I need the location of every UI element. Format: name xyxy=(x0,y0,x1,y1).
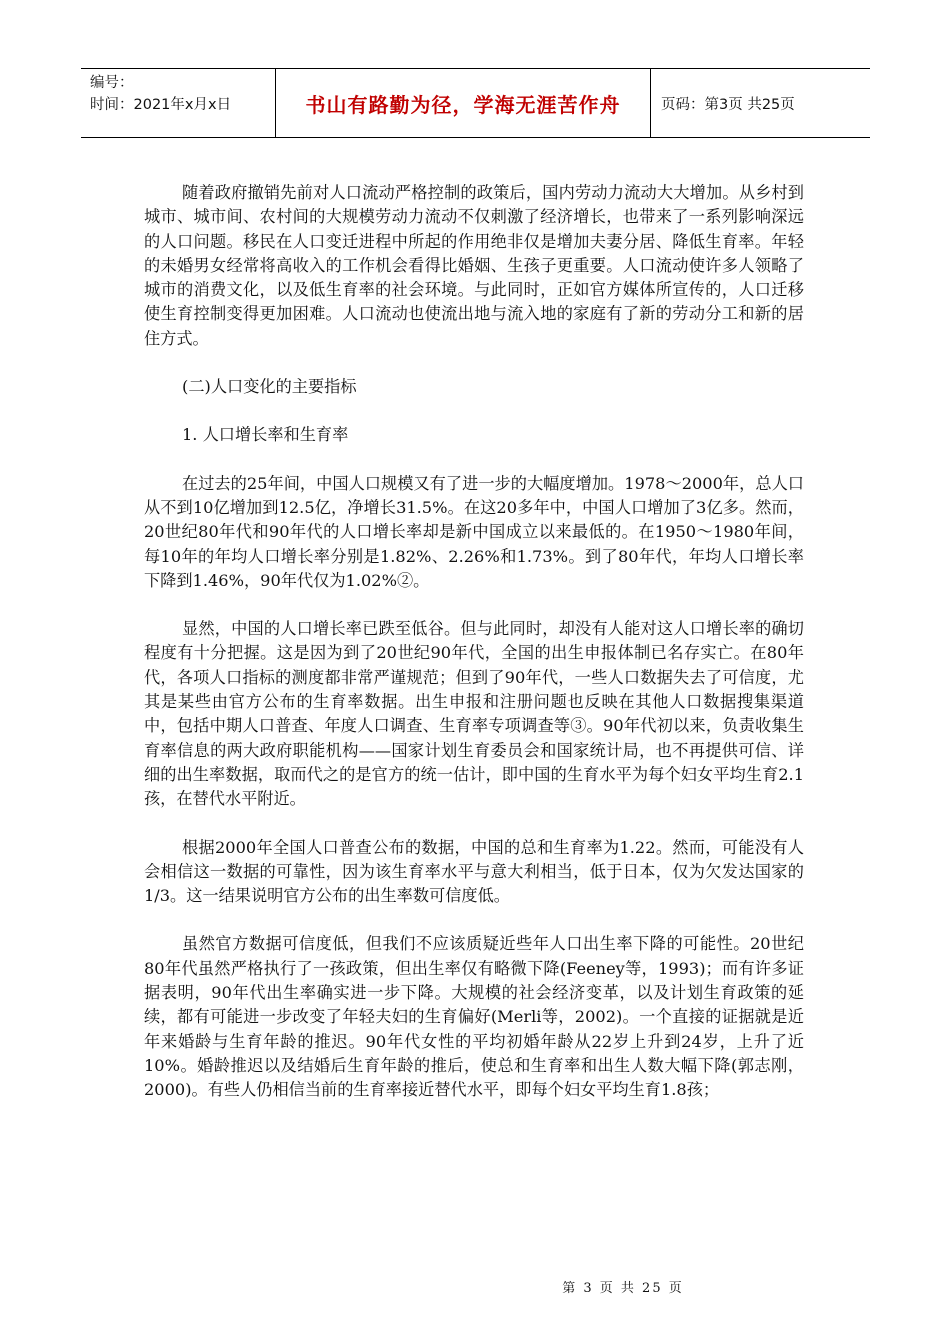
document-date-label: 时间：2021年x月x日 xyxy=(90,97,232,113)
paragraph-migration: 随着政府撤销先前对人口流动严格控制的政策后，国内劳动力流动大大增加。从乡村到城市、城市间、农村间的大规模劳动力流动不仅刺激了经济增长，也带来了一系列影响深远的人口问题。移民在人口变迁进程中所起的作用绝非仅是增加夫妻分居、降低生育率。年轻的未婚男女经常将高收入的工作机会看得比婚姻、生孩子更重要。人口流动使许多人领略了城市的消费文化，以及低生育率的社会环境。与此同时，正如官方媒体所宣传的，人口迁移使生育控制变得更加困难。人口流动也使流出地与流入地的家庭有了新的劳动分工和新的居住方式。 xyxy=(144,183,804,348)
subsection-heading: 1. 人口增长率和生育率 xyxy=(182,425,349,445)
document-body xyxy=(144,181,804,1103)
paragraph-growth: 在过去的25年间，中国人口规模又有了进一步的大幅度增加。1978～2000年，总人口从不到10亿增加到12.5亿，净增长31.5%。在这20多年中，中国人口增加了3亿多。然而，20世纪80年代和90年代的人口增长率却是新中国成立以来最低的。在1950～1980年间，每10年的年均人口增长率分别是1.82%、2.26%和1.73%。到了80年代，年均人口增长率下降到1.46%，90年代仅为1.02%②。 xyxy=(144,473,804,590)
paragraph-data-reliability: 显然，中国的人口增长率已跌至低谷。但与此同时，却没有人能对这人口增长率的确切程度有十分把握。这是因为到了20世纪90年代，全国的出生申报体制已名存实亡。在80年代，各项人口指标的测度都非常严谨规范；但到了90年代，一些人口数据失去了可信度，尤其是某些由官方公布的生育率数据。出生申报和注册问题也反映在其他人口数据搜集渠道中，包括中期人口普查、年度人口调查、生育率专项调查等③。90年代初以来，负责收集生育率信息的两大政府职能机构——国家计划生育委员会和国家统计局，也不再提供可信、详细的出生率数据，取而代之的是官方的统一估计，即中国的生育水平为每个妇女平均生育2.1孩，在替代水平附近。 xyxy=(144,619,804,809)
header-meta xyxy=(81,69,276,137)
page-footer xyxy=(0,1277,950,1296)
document-number-label: 编号： xyxy=(90,75,134,91)
page-header xyxy=(81,68,870,138)
footer-page-number: 第 3 页 共 25 页 xyxy=(562,1281,684,1296)
header-page-label: 页码：第3页 共25页 xyxy=(661,96,795,113)
section-heading: (二)人口变化的主要指标 xyxy=(182,377,357,397)
paragraph-decline: 虽然官方数据可信度低，但我们不应该质疑近些年人口出生率下降的可能性。20世纪80年代虽然严格执行了一孩政策，但出生率仅有略微下降(Feeney等，1993)；而有许多证据表明，90年代出生率确实进一步下降。大规模的社会经济变革，以及计划生育政策的延续，都有可能进一步改变了年轻夫妇的生育偏好(Merli等，2002)。一个直接的证据就是近年来婚龄与生育年龄的推迟。90年代女性的平均初婚年龄从22岁上升到24岁，上升了近10%。婚龄推迟以及结婚后生育年龄的推后，使总和生育率和出生人数大幅下降(郭志刚，2000)。有些人仍相信当前的生育率接近替代水平，即每个妇女平均生育1.8孩； xyxy=(144,934,804,1100)
header-motto: 书山有路勤为径，学海无涯苦作舟 xyxy=(276,69,651,137)
paragraph-census: 根据2000年全国人口普查公布的数据，中国的总和生育率为1.22。然而，可能没有人会相信这一数据的可靠性，因为该生育率水平与意大利相当，低于日本，仅为欠发达国家的1/3。这一结果说明官方公布的出生率数可信度低。 xyxy=(144,837,804,906)
